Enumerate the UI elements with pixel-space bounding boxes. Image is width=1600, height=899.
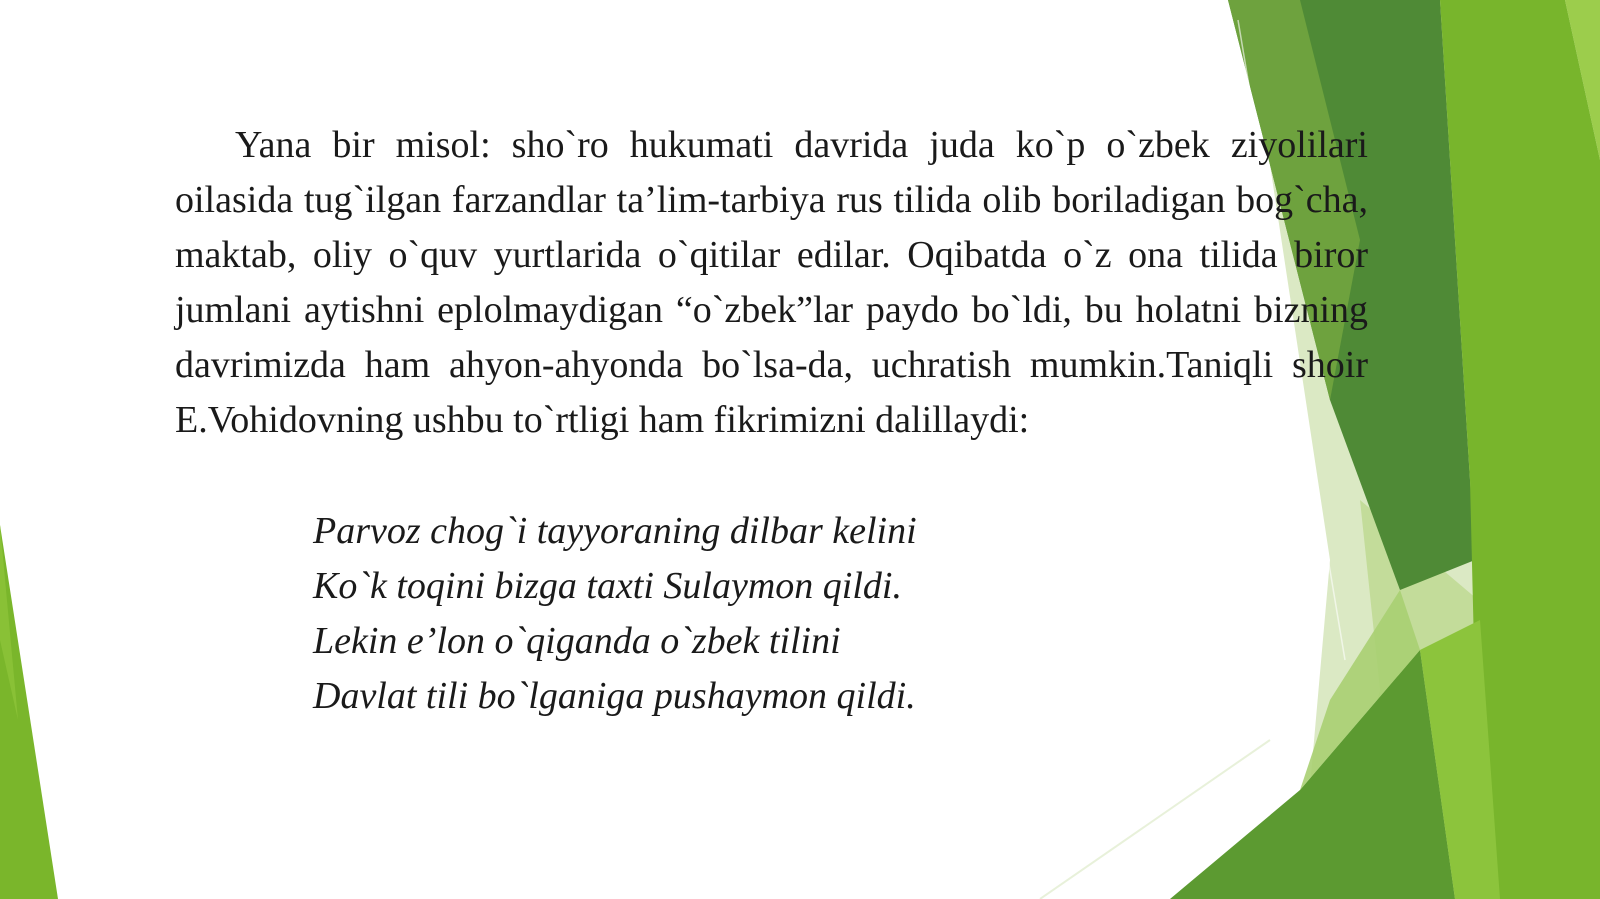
poem-line-4: Davlat tili bo`lganiga pushaymon qildi. — [313, 675, 916, 717]
left-accent-shape — [0, 525, 58, 899]
poem-line-3: Lekin e’lon o`qiganda o`zbek tilini — [313, 620, 841, 662]
poem-line-2: Ko`k toqini bizga taxti Sulaymon qildi. — [313, 565, 902, 607]
poem-line-1: Parvoz chog`i tayyoraning dilbar kelini — [313, 510, 917, 552]
poem-quatrain — [313, 504, 917, 724]
body-paragraph: Yana bir misol: sho`ro hukumati davrida juda ko`p o`zbek ziyolilari oilasida tug`ilgan farzandlar ta’lim-tarbiya rus tilida olib boriladigan bog`cha, maktab, oliy o`quv yurtlarida o`qitilar edilar. Oqibatda o`z ona tilida biror jumlani aytishni eplolmaydigan “o`zbek”lar paydo bo`ldi, bu holatni bizning davrimizda ham ahyon-ahyonda bo`lsa-da, uchratish mumkin.Taniqli shoir E.Vohidovning ushbu to`rtligi ham fikrimizni dalillaydi: — [175, 124, 1368, 441]
